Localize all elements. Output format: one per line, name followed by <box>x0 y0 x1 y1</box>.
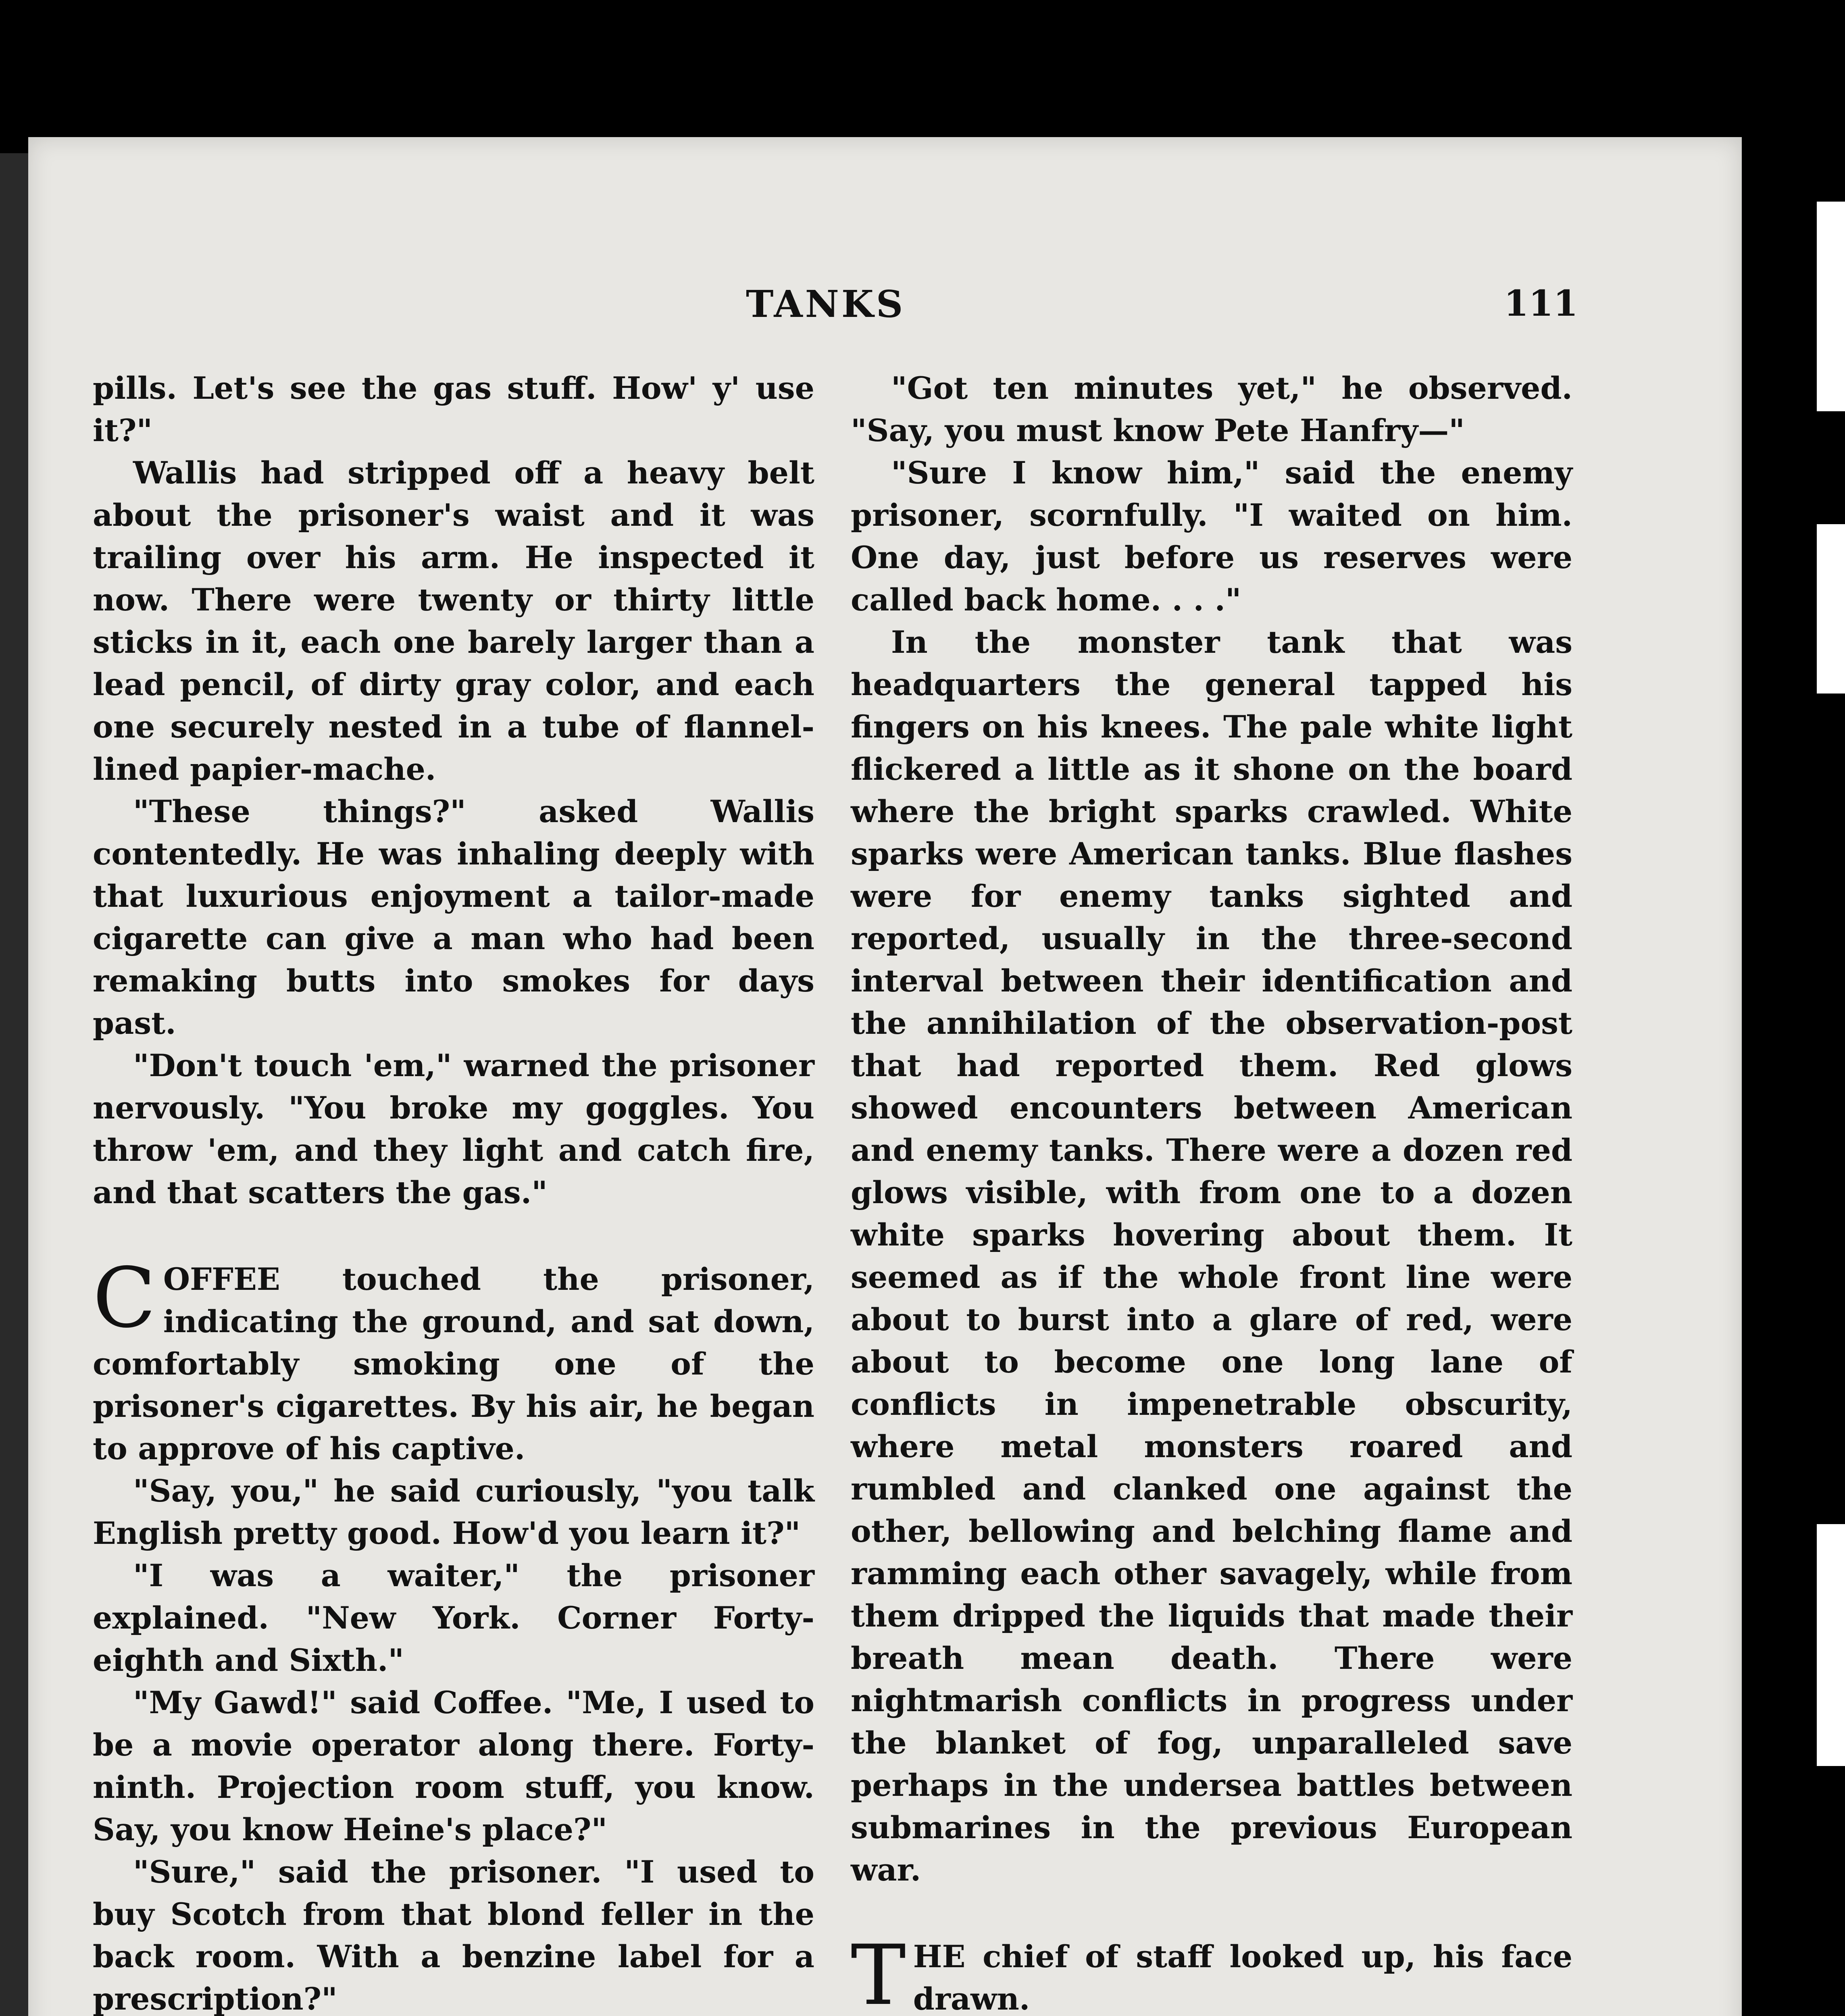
paragraph: pills. Let's see the gas stuff. How' y' use it?" <box>93 370 814 448</box>
right-column <box>851 367 1572 2016</box>
paragraph: "Say, you," he said curiously, "you talk English pretty good. How'd you learn it?" <box>93 1473 814 1551</box>
drop-cap: C <box>93 1250 156 1346</box>
section-opening-paragraph <box>93 1250 814 1470</box>
page-number: 111 <box>1504 282 1578 324</box>
paragraph: "Sure," said the prisoner. "I used to buy Scotch from that blond feller in the back room. With a benzine label for a prescription?" <box>93 1854 814 2016</box>
paragraph: "I was a waiter," the prisoner explained. "New York. Corner Forty-eighth and Sixth." <box>93 1558 814 1678</box>
left-scan-edge <box>0 153 28 2016</box>
section-opening-text: OFFEE touched the prisoner, indicating the ground, and sat down, comfortably smoking one of the prisoner's cigarettes. By his air, he began to approve of his captive. <box>93 1261 814 1466</box>
paragraph: "These things?" asked Wallis contentedly. He was inhaling deeply with that luxurious enjoyment a tailor-made cigarette can give a man who had been remaking butts into smokes for days past. <box>93 793 814 1041</box>
book-page <box>28 137 1742 2016</box>
paragraph: Wallis had stripped off a heavy belt about the prisoner's waist and it was trailing over his arm. He inspected it now. There were twenty or thirty little sticks in it, each one barely larger than a lead pencil, of dirty gray color, and each one securely nested in a tube of flannel-lined papier-mache. <box>93 455 814 787</box>
running-head <box>28 282 1742 331</box>
right-scan-edge <box>1813 194 1845 2016</box>
paragraph: "Don't touch 'em," warned the prisoner nervously. "You broke my goggles. You throw 'em, and they light and catch fire, and that scatters the gas." <box>93 1048 814 1210</box>
paragraph: "Got ten minutes yet," he observed. "Say, you must know Pete Hanfry—" <box>851 370 1572 448</box>
section-opening-paragraph <box>851 1928 1572 2016</box>
running-title: TANKS <box>746 282 906 326</box>
left-column <box>93 367 814 2016</box>
paragraph: "Sure I know him," said the enemy prisoner, scornfully. "I waited on him. One day, just before us reserves were called back home. . . ." <box>851 455 1572 618</box>
paragraph: "My Gawd!" said Coffee. "Me, I used to be a movie operator along there. Forty-ninth. Projection room stuff, you know. Say, you know Heine's place?" <box>93 1685 814 1847</box>
paragraph: In the monster tank that was headquarters the general tapped his fingers on his knees. The pale white light flickered a little as it shone on the board where the bright sparks crawled. White sparks were American tanks. Blue flashes were for enemy tanks sighted and reported, usually in the three-second interval between their identification and the annihilation of the observation-post that had reported them. Red glows showed encounters between American and enemy tanks. There were a dozen red glows visible, with from one to a dozen white sparks hovering about them. It seemed as if the whole front line were about to burst into a glare of red, were about to become one long lane of conflicts in impenetrable obscurity, where metal monsters roared and rumbled and clanked one against the other, bellowing and belching flame and ramming each other savagely, while from them dripped the liquids that made their breath mean death. There were nightmarish conflicts in progress under the blanket of fog, unparalleled save perhaps in the undersea battles between submarines in the previous European war. <box>851 624 1572 1888</box>
section-opening-text: HE chief of staff looked up, his face drawn. <box>913 1939 1572 2016</box>
drop-cap: T <box>851 1928 906 2016</box>
